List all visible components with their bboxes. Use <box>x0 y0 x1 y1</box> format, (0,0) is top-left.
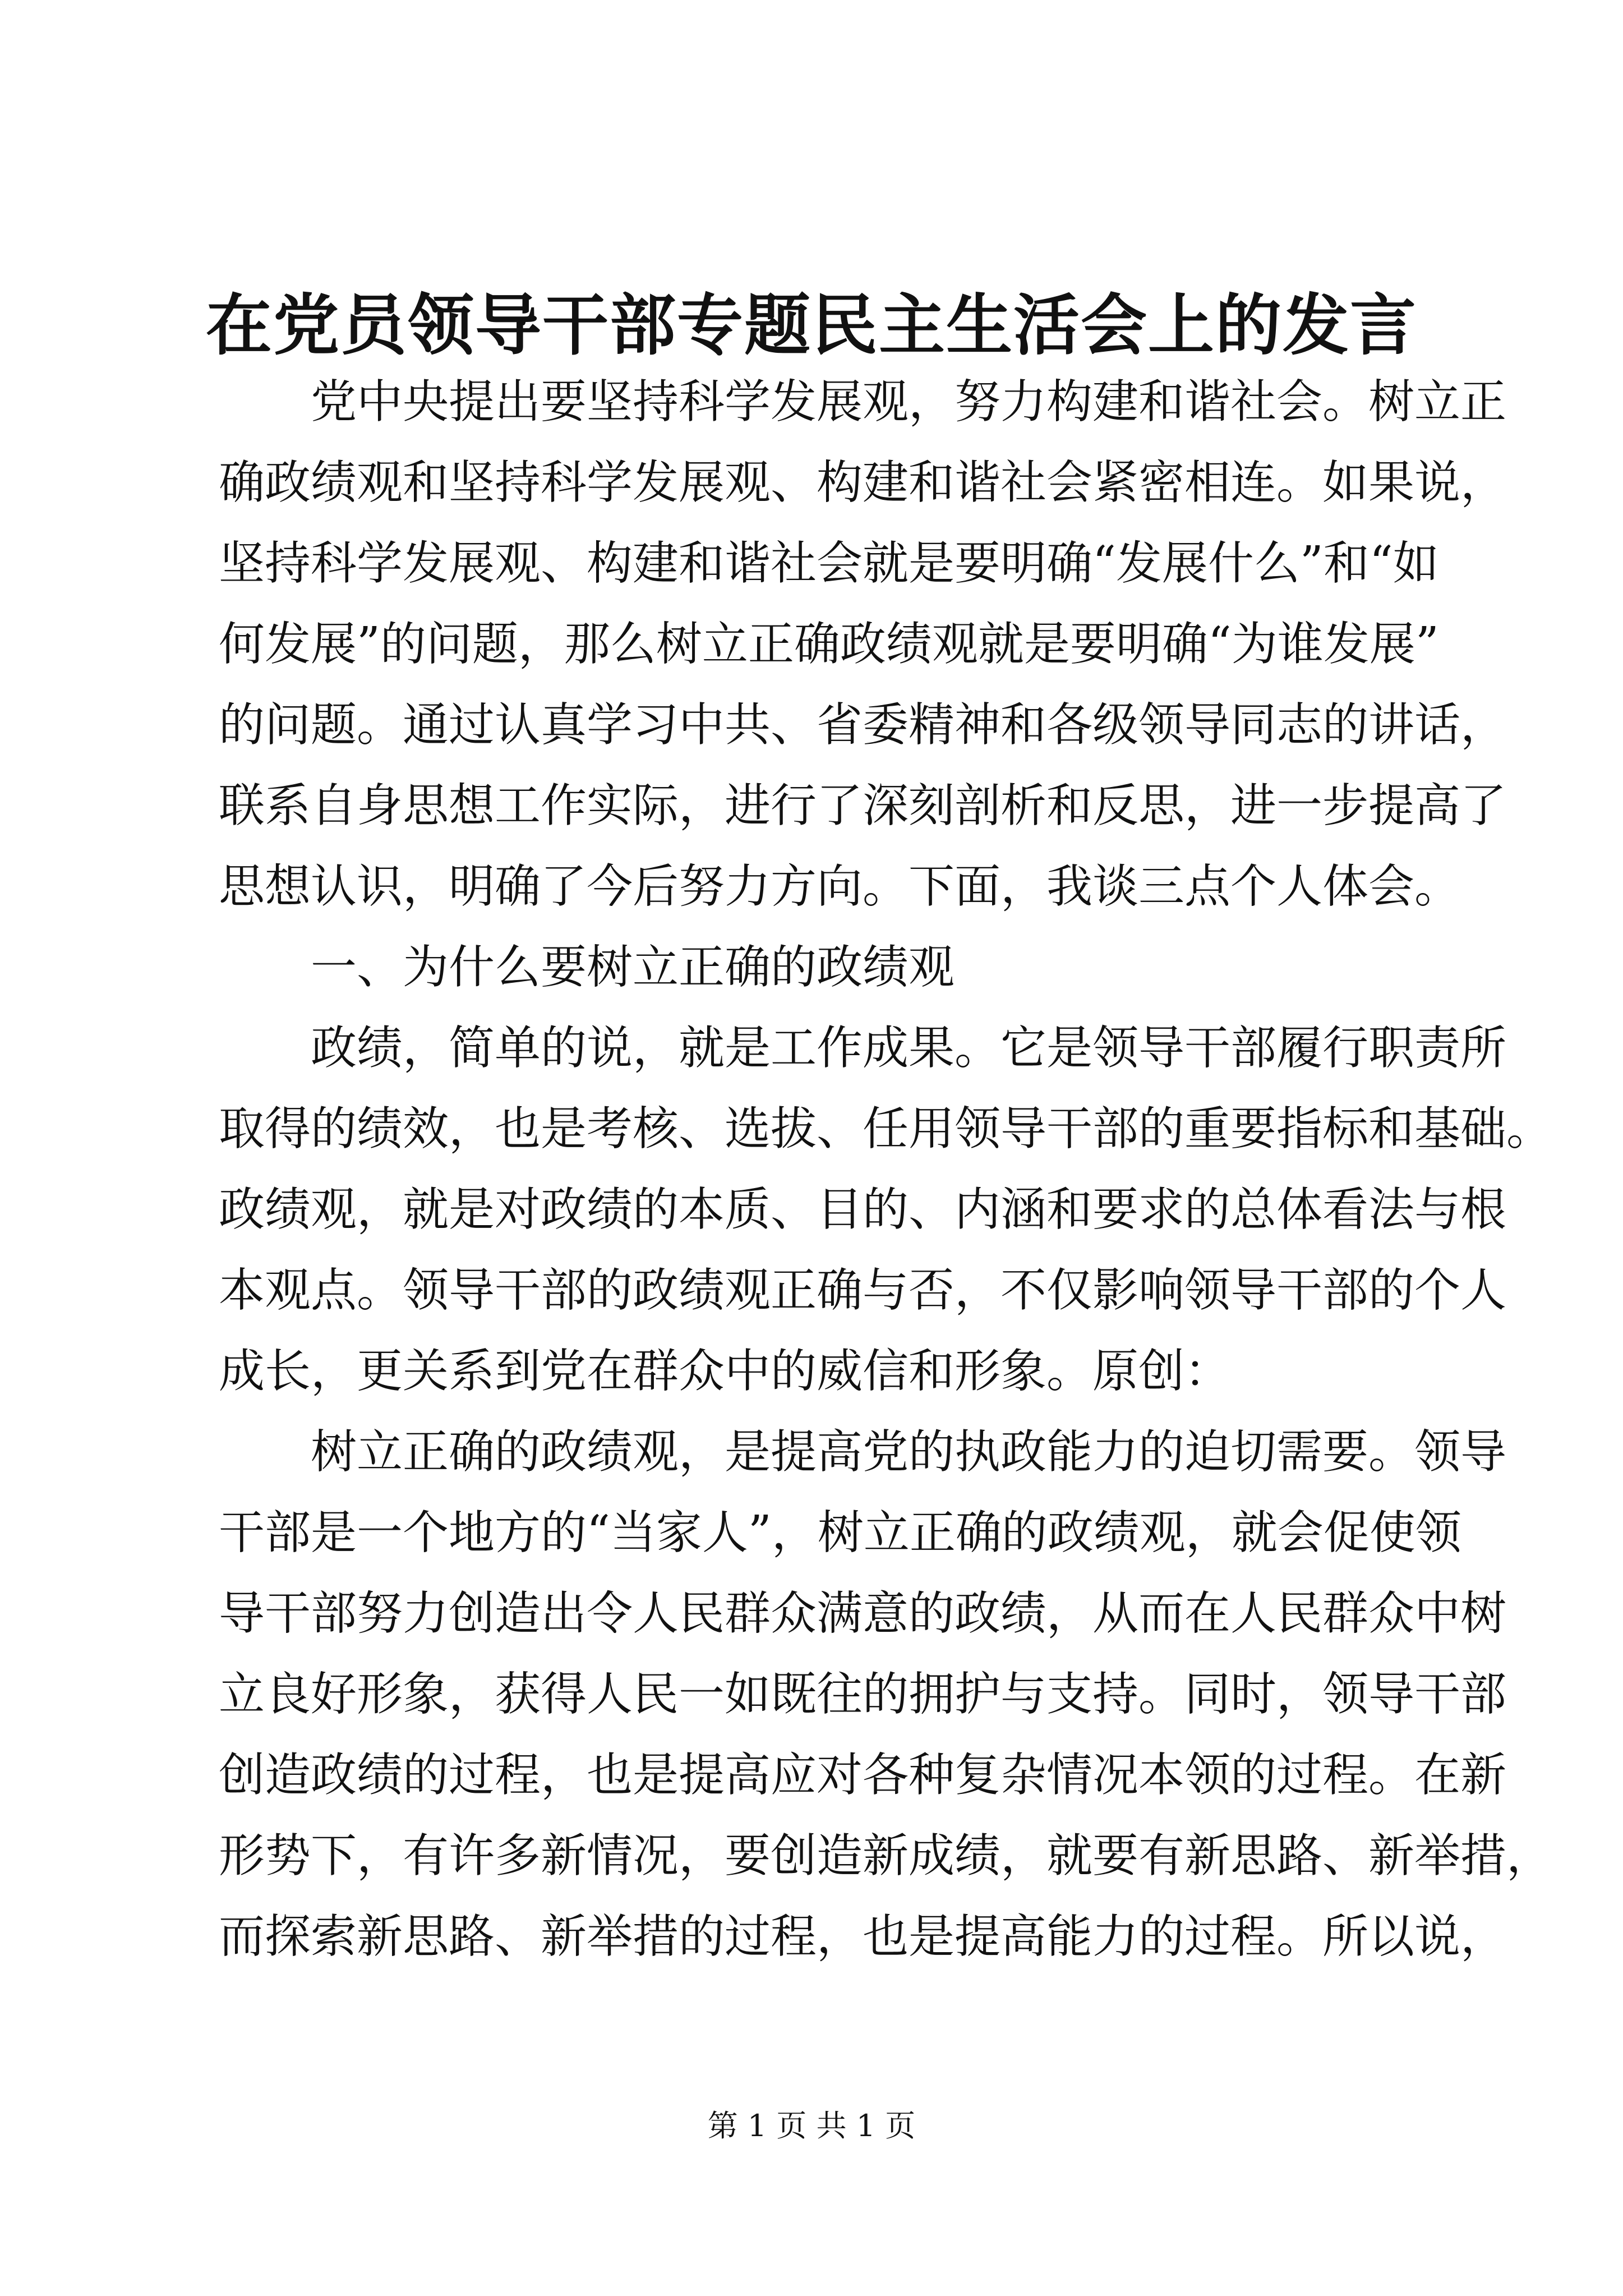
paragraph-line: 干部是一个地方的“当家人”，树立正确的政绩观，就会促使领 <box>219 1506 1461 1559</box>
paragraph-line: 政绩，简单的说，就是工作成果。它是领导干部履行职责所 <box>311 1022 1507 1075</box>
paragraph-line: 党中央提出要坚持科学发展观，努力构建和谐社会。树立正 <box>311 375 1507 429</box>
paragraph-line: 坚持科学发展观、构建和谐社会就是要明确“发展什么”和“如 <box>219 537 1439 590</box>
paragraph-line: 而探索新思路、新举措的过程，也是提高能力的过程。所以说， <box>219 1910 1507 1963</box>
paragraph-line: 形势下，有许多新情况，要创造新成绩，就要有新思路、新举措， <box>219 1829 1553 1883</box>
document-body <box>219 362 1553 1977</box>
paragraph-line: 确政绩观和坚持科学发展观、构建和谐社会紧密相连。如果说， <box>219 456 1507 509</box>
paragraph-line: 联系自身思想工作实际，进行了深刻剖析和反思，进一步提高了 <box>219 779 1507 832</box>
paragraph-line: 政绩观，就是对政绩的本质、目的、内涵和要求的总体看法与根 <box>219 1183 1507 1236</box>
paragraph-line: 本观点。领导干部的政绩观正确与否，不仅影响领导干部的个人 <box>219 1264 1507 1317</box>
paragraph-line: 取得的绩效，也是考核、选拔、任用领导干部的重要指标和基础。 <box>219 1102 1553 1156</box>
paragraph-line: 创造政绩的过程，也是提高应对各种复杂情况本领的过程。在新 <box>219 1749 1507 1802</box>
paragraph-line: 的问题。通过认真学习中共、省委精神和各级领导同志的讲话， <box>219 698 1507 752</box>
paragraph-line: 导干部努力创造出令人民群众满意的政绩，从而在人民群众中树 <box>219 1587 1507 1640</box>
paragraph-line: 树立正确的政绩观，是提高党的执政能力的迫切需要。领导 <box>311 1425 1507 1479</box>
document-title: 在党员领导干部专题民主生活会上的发言 <box>205 286 1417 364</box>
page-footer: 第 1 页 共 1 页 <box>707 2108 916 2143</box>
paragraph-line: 立良好形象，获得人民一如既往的拥护与支持。同时，领导干部 <box>219 1668 1507 1721</box>
paragraph-line: 成长，更关系到党在群众中的威信和形象。原创： <box>219 1345 1231 1398</box>
paragraph-line: 何发展”的问题，那么树立正确政绩观就是要明确“为谁发展” <box>219 618 1439 671</box>
section-heading: 一、为什么要树立正确的政绩观 <box>311 941 955 994</box>
paragraph-line: 思想认识，明确了今后努力方向。下面，我谈三点个人体会。 <box>219 860 1461 913</box>
